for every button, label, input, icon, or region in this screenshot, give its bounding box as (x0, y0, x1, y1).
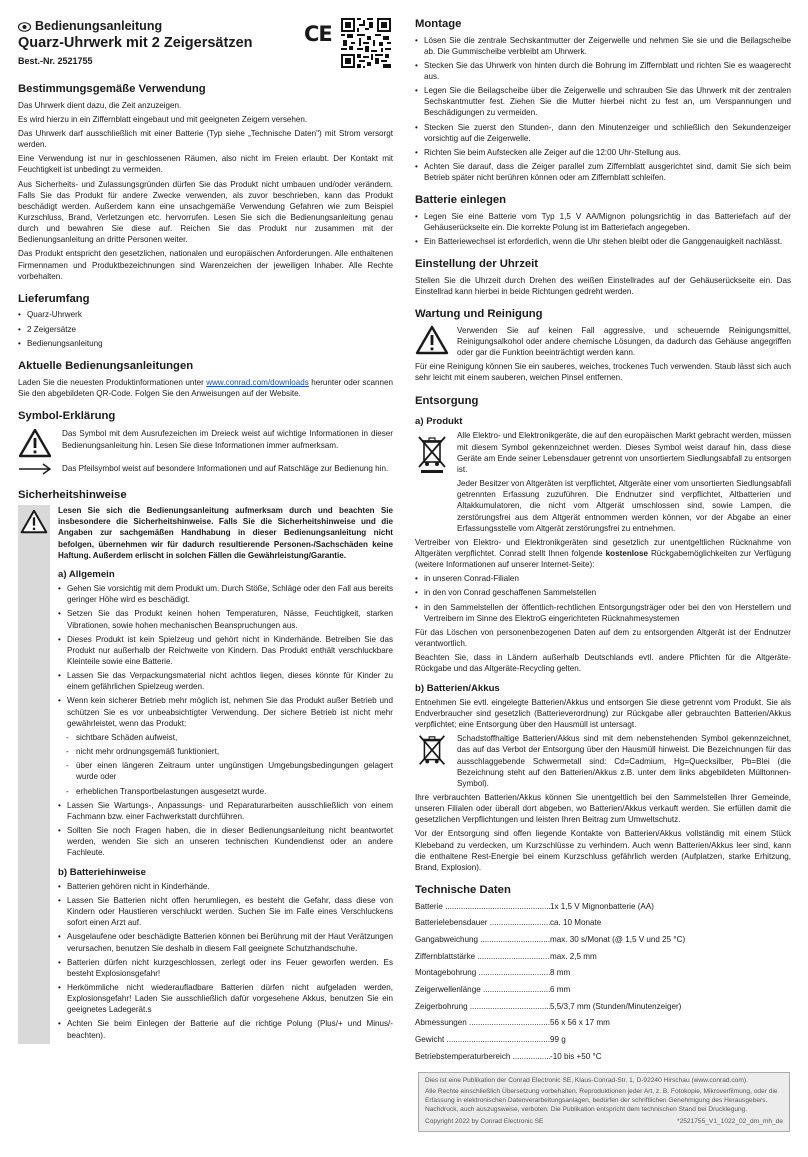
list-item: • Gehen Sie vorsichtig mit dem Produkt um. Durch Stöße, Schläge oder den Fall aus bereits geringer Höhe wird es beschädigt. (58, 583, 393, 605)
list-item: • Batterien gehören nicht in Kinderhände. (58, 881, 393, 892)
list-item: • Lösen Sie die zentrale Sechskantmutter der Zeigerwelle und nehmen Sie sie und die Beilagscheibe ab. Die Gummischeibe verbleibt am Uhrwerk. (415, 35, 791, 57)
list-item: - erheblichen Transportbelastungen ausgesetzt wurde. (58, 786, 393, 797)
list-item: • Legen Sie eine Batterie vom Typ 1,5 V AA/Mignon polungsrichtig in das Batteriefach auf der Gehäuserückseite ein. Die korrekte Polung ist im Batteriefach angegeben. (415, 211, 791, 233)
paragraph: Das Uhrwerk dient dazu, die Zeit anzuzeigen. (18, 100, 182, 110)
footer-line: Dies ist eine Publikation der Conrad Electronic SE, Klaus-Conrad-Str. 1, D-92240 Hirschau (www.conrad.com). (425, 1077, 748, 1084)
list-item: - über einen längeren Zeitraum unter ungünstigen Umgebungsbedingungen gelagert wurde oder (58, 760, 393, 782)
tech-table (415, 901, 791, 1062)
paragraph: Es wird hierzu in ein Ziffernblatt eingebaut und mit geeigneten Zeigern versehen. (18, 114, 308, 124)
paragraph: Ihre verbrauchten Batterien/Akkus können Sie unentgeltlich bei den Sammelstellen Ihrer Gemeinde, unseren Filialen oder überall dort abgeben, wo Batterien/Akkus verkauft werden. Sie erfüllen damit die gesetzlichen Verpflichtungen und leisten Ihren Beitrag zum Umweltschutz. (415, 793, 791, 825)
order-number: Best.-Nr. 2521755 (18, 55, 93, 66)
paragraph: Stellen Sie die Uhrzeit durch Drehen des weißen Einstellrades auf der Gehäuserückseite ein. Das Einstellrad kann hierbei in beide Richtungen gedreht werden. (415, 275, 791, 297)
safety-box (18, 505, 393, 1044)
table-row: Zeigerbohrung ..... 5,5/3,7 mm (Stunden/Minutenzeiger) (415, 1001, 791, 1012)
left-column (18, 18, 393, 1044)
warning-triangle-icon (415, 325, 449, 355)
paragraph: Alle Elektro- und Elektronikgeräte, die auf den europäischen Markt gebracht werden, müssen mit diesem Symbol gekennzeichnet werden. Dieses Symbol weist darauf hin, dass diese Geräte am Ende seiner Lebensdauer getrennt von unsortiertem Siedlungsabfall zu entsorgen ist. (457, 431, 791, 474)
table-row: Betriebstemperaturbereich ..... -10 bis +50 °C (415, 1051, 791, 1062)
publication-footer (418, 1072, 790, 1132)
copyright: Copyright 2022 by Conrad Electronic SE (425, 1117, 544, 1125)
list-item: • 2 Zeigersätze (18, 324, 393, 335)
lieferumfang-list (18, 309, 393, 348)
safety-side-bar (18, 505, 50, 1044)
list-item: • Ein Batteriewechsel ist erforderlich, wenn die Uhr stehen bleibt oder die Ganggenauigkeit nachlässt. (415, 236, 791, 247)
list-item: • Achten Sie beim Einlegen der Batterie auf die richtige Polung (Plus/+ und Minus/- beachten). (58, 1018, 393, 1040)
eye-icon (18, 22, 31, 32)
table-row: Abmessungen ..... 56 x 56 x 17 mm (415, 1017, 791, 1028)
paragraph: Das Uhrwerk darf ausschließlich mit einer Batterie (Typ siehe „Technische Daten") mit Strom versorgt werden. (18, 128, 393, 150)
paragraph: Das Pfeilsymbol weist auf besondere Informationen und auf Ratschläge zur Bedienung hin. (62, 464, 389, 474)
doc-type: Bedienungsanleitung (35, 19, 163, 33)
section-heading-wartung: Wartung und Reinigung (415, 308, 543, 321)
paragraph: Das Produkt entspricht den gesetzlichen, nationalen und europäischen Anforderungen. Alle enthaltenen Firmennamen und Produktbezeichnungen sind Warenzeichen der jeweiligen Inhaber. Alle Rechte vorbehalten. (18, 249, 393, 281)
section-heading-bestimmung: Bestimmungsgemäße Verwendung (18, 83, 206, 96)
allgemein-list (58, 583, 393, 729)
list-item: • Bedienungsanleitung (18, 338, 393, 349)
list-item: • Herkömmliche nicht wiederaufladbare Batterien dürfen nicht aufgeladen werden, Explosionsgefahr! Laden Sie ausschließlich dafür vorgesehene Akkus, benutzen Sie ein geeignetes Ladegerät.s (58, 982, 393, 1015)
paragraph: Beachten Sie, dass in Ländern außerhalb Deutschlands evtl. andere Pflichten für die Altgeräte-Rückgabe und das Altgeräte-Recycling gelten. (415, 653, 791, 674)
ce-mark: CE (304, 22, 332, 46)
table-row: Batterielebensdauer ..... ca. 10 Monate (415, 917, 791, 928)
section-heading-symbol: Symbol-Erklärung (18, 409, 116, 422)
battery-bin-row (415, 733, 791, 792)
paragraph: Entnehmen Sie evtl. eingelegte Batterien/Akkus und entsorgen Sie diese getrennt vom Produkt. Sie als Endverbraucher sind gesetzlich (Batterieverordnung) zur Rückgabe aller gebrauchten Batterien/Akkus verpflichtet; eine Entsorgung über den Hausmüll ist untersagt. (415, 697, 791, 730)
paragraph: Das Symbol mit dem Ausrufezeichen im Dreieck weist auf wichtige Informationen in dieser Bedienungsanleitung hin. Lesen Sie diese Informationen immer aufmerksam. (62, 429, 393, 450)
list-item: • Legen Sie die Beilagscheibe über die Zeigerwelle und schrauben Sie das Uhrwerk mit der zentralen Sechskantmutter fest. Ziehen Sie die Mutter hierbei nicht zu fest an, um Verspannungen und Beschädigungen zu vermeiden. (415, 85, 791, 118)
list-item: • Dieses Produkt ist kein Spielzeug und gehört nicht in Kinderhände. Betreiben Sie das Produkt nur außerhalb der Reichweite von Kindern. Das Produkt enthält verschluckbare Kleinteile sowie eine Batterie. (58, 634, 393, 667)
section-heading-tech: Technische Daten (415, 884, 511, 897)
list-item: • Stecken Sie zuerst den Stunden-, dann den Minutenzeiger und schließlich den Sekundenzeiger vorsichtig auf die Zeigerwelle. (415, 122, 791, 144)
list-item: • Lassen Sie Wartungs-, Anpassungs- und Reparaturarbeiten ausschließlich von einem Fachmann bzw. einer Fachwerkstatt durchführen. (58, 800, 393, 822)
weee-row (415, 430, 791, 536)
symbol-warning-row (18, 428, 393, 458)
paragraph: Vertreiber von Elektro- und Elektronikgeräten sind gesetzlich zur unentgeltlichen Rücknahme von Altgeräten verpflichtet. Conrad stellt Ihnen folgende kostenlose Rückgabemöglichkeiten zur Verfügung (weitere Informationen auf unserer Internet-Seite): (415, 537, 791, 570)
header (18, 18, 393, 67)
list-item: • Richten Sie beim Aufstecken alle Zeiger auf die 12:00 Uhr-Stellung aus. (415, 147, 791, 158)
list-item: • Setzen Sie das Produkt keinen hohen Temperaturen, Nässe, Feuchtigkeit, starken Vibrationen, sowie hohen mechanischen Beanspruchungen aus. (58, 608, 393, 630)
batterie-list (58, 881, 393, 1041)
paragraph: Für eine Reinigung können Sie ein sauberes, weiches, trockenes Tuch verwenden. Staub lässt sich auch sehr leicht mit einem sauberen, weichen Pinsel entfernen. (415, 362, 791, 383)
section-heading-aktuelle: Aktuelle Bedienungsanleitungen (18, 359, 194, 372)
allgemein-list-2 (58, 800, 393, 859)
list-item: • Lassen Sie das Verpackungsmaterial nicht achtlos liegen, dieses könnte für Kinder zu einem gefährlichen Spielzeug werden. (58, 670, 393, 692)
section-heading-entsorgung: Entsorgung (415, 394, 479, 407)
section-heading-lieferumfang: Lieferumfang (18, 292, 90, 305)
arrow-right-icon (18, 463, 52, 475)
list-item: • Achten Sie darauf, dass die Zeiger parallel zum Ziffernblatt ausgerichtet sind, damit Sie sich beim Betrieb später nicht berühren können oder am Ziffernblatt schleifen. (415, 161, 791, 183)
subheading-batterie: b) Batteriehinweise (58, 866, 146, 878)
section-heading-montage: Montage (415, 18, 462, 30)
paragraph: Schadstoffhaltige Batterien/Akkus sind mit dem nebenstehenden Symbol gekennzeichnet, das auf das Verbot der Entsorgung über den Hausmüll hinweist. Die Bezeichnungen für das ausschlaggebende Schwermetall sind: Cd=Cadmium, Hg=Quecksilber, Pb=Blei (die Bezeichnung steht auf den Batterien/Akkus z.B. unter dem links abgebildeten Mülltonnen-Symbol). (457, 734, 791, 788)
wartung-warning-row (415, 325, 791, 361)
list-item: • in den Sammelstellen der öffentlich-rechtlichen Entsorgungsträger oder bei den von Herstellern und Vertreibern im Sinne des ElektroG eingerichteten Rücknahmesystemen (415, 602, 791, 624)
list-item: • Lassen Sie Batterien nicht offen herumliegen, es besteht die Gefahr, dass diese von Kindern oder Haustieren verschluckt werden. Suchen Sie im Falle eines Verschluckens sofort einen Arzt auf. (58, 895, 393, 928)
batterie-einlegen-list (415, 211, 791, 247)
list-item: • Sollten Sie noch Fragen haben, die in dieser Bedienungsanleitung nicht beantwortet werden, wenden Sie sich an unseren technischen Kundendienst oder an andere Fachleute. (58, 825, 393, 858)
safety-content (58, 505, 393, 1044)
list-item: • Quarz-Uhrwerk (18, 309, 393, 320)
warning-triangle-icon (18, 428, 52, 458)
qr-code-icon (341, 18, 391, 68)
paragraph: Vor der Entsorgung sind offen liegende Kontakte von Batterien/Akkus vollständig mit einem Stück Klebeband zu verdecken, um Kurzschlüsse zu verhindern. Auch wenn Batterien/Akkus leer sind, kann die enthaltene Rest-Energie bei einem Kurzschluss gefährlich werden (Aufplatzen, starke Erhitzung, Brand, Explosion). (415, 829, 791, 872)
table-row: Zeigerwellenlänge ..... 6 mm (415, 984, 791, 995)
list-item: • in den von Conrad geschaffenen Sammelstellen (415, 587, 791, 598)
table-row: Montagebohrung ..... 8 mm (415, 967, 791, 978)
downloads-link[interactable]: www.conrad.com/downloads (206, 377, 309, 387)
table-row: Ziffernblattstärke ..... max. 2,5 mm (415, 951, 791, 962)
list-item: - nicht mehr ordnungsgemäß funktioniert, (58, 746, 393, 757)
paragraph: Für das Löschen von personenbezogenen Daten auf dem zu entsorgenden Altgerät ist der Endnutzer verantwortlich. (415, 627, 791, 649)
crossed-bin-icon (415, 733, 449, 771)
doc-type-line (18, 18, 393, 35)
list-item: • Batterien dürfen nicht kurzgeschlossen, zerlegt oder ins Feuer geworfen werden. Es besteht Explosionsgefahr! (58, 957, 393, 979)
list-item: • in unseren Conrad-Filialen (415, 573, 791, 584)
footer-line: Alle Rechte einschließlich Übersetzung vorbehalten. Reproduktionen jeder Art, z. B. Fotokopie, Mikroverfilmung, oder die Erfassung in elektronischen Datenverarbeitungsanlagen, bedürfen der schriftlichen Genehmigung des Herausgebers. Nachdruck, auch auszugsweise, verboten. Die Publikation entspricht dem technischen Stand bei Drucklegung. (425, 1087, 778, 1113)
paragraph: Eine Verwendung ist nur in geschlossenen Räumen, also nicht im Freien erlaubt. Der Kontakt mit Feuchtigkeit ist unbedingt zu vermeiden. (18, 154, 393, 175)
right-column (415, 18, 791, 1067)
doc-code: *2521755_V1_1022_02_dm_mh_de (677, 1117, 783, 1125)
subheading-akkus: b) Batterien/Akkus (415, 682, 500, 694)
warning-triangle-icon (20, 509, 48, 534)
list-item: • Stecken Sie das Uhrwerk von hinten durch die Bohrung im Ziffernblatt und richten Sie es waagerecht aus. (415, 60, 791, 82)
section-heading-sicherheit: Sicherheitshinweise (18, 488, 127, 501)
symbol-arrow-row (18, 463, 393, 477)
list-item: • Ausgelaufene oder beschädigte Batterien können bei Berührung mit der Haut Verätzungen verursachen, benutzen Sie deshalb in diesem Fall geeignete Schutzhandschuhe. (58, 931, 393, 953)
subheading-produkt: a) Produkt (415, 416, 463, 428)
subheading-allgemein: a) Allgemein (58, 568, 115, 580)
section-heading-einstellung: Einstellung der Uhrzeit (415, 258, 539, 271)
safety-intro: Lesen Sie sich die Bedienungsanleitung aufmerksam durch und beachten Sie insbesondere die Sicherheitshinweise. Falls Sie die Sicherheitshinweise und die Angaben zur sachgemäßen Handhabung in dieser Bedienungsanleitung nicht befolgen, übernehmen wir für dadurch resultierende Personen-/Sachschäden keine Haftung. Außerdem erlischt in solchen Fällen die Gewährleistung/Garantie. (58, 506, 393, 560)
paragraph: Verwenden Sie auf keinen Fall aggressive, und scheuernde Reinigungsmittel, Reinigungsalkohol oder andere chemische Lösungen, da dadurch das Gehäuse angegriffen oder gar die Funktion beeinträchtigt werden kann. (457, 325, 791, 358)
table-row: Gangabweichung ..... max. 30 s/Monat (@ 1,5 V und 25 °C) (415, 934, 791, 945)
table-row: Gewicht ..... 99 g (415, 1034, 791, 1045)
list-item: • Wenn kein sicherer Betrieb mehr möglich ist, nehmen Sie das Produkt außer Betrieb und schützen Sie es vor unbeabsichtigter Verwendung. Der sichere Betrieb ist nicht mehr gewährleistet, wenn das Produkt: (58, 695, 393, 728)
allgemein-sub-list (58, 732, 393, 797)
paragraph: Laden Sie die neuesten Produktinformationen unter www.conrad.com/downloads herunter oder scannen Sie den abgebildeten QR-Code. Folgen Sie den Anweisungen auf der Website. (18, 377, 393, 398)
paragraph: Jeder Besitzer von Altgeräten ist verpflichtet, Altgeräte einer vom unsortierten Siedlungsabfall getrennten Erfassung zuzuführen. Die Endnutzer sind verpflichtet, Altbatterien und Altakkumulatoren, die nicht vom Altgerät umschlossen sind, sowie Lampen, die zerstörungsfrei aus dem Altgerät entnommen werden können, vor der Abgabe an einer Erfassungsstelle vom Altgerät zerstörungsfrei zu entnehmen. (457, 479, 791, 533)
table-row: Batterie ..... 1x 1,5 V Mignonbatterie (AA) (415, 901, 791, 912)
section-heading-batterie-einlegen: Batterie einlegen (415, 194, 507, 207)
page-title: Quarz-Uhrwerk mit 2 Zeigersätzen (18, 35, 253, 52)
montage-list (415, 35, 791, 184)
rueckgabe-list (415, 573, 791, 624)
footer-bottom-row (425, 1118, 783, 1127)
crossed-bin-icon (415, 434, 449, 474)
paragraph: Aus Sicherheits- und Zulassungsgründen dürfen Sie das Produkt nicht umbauen und/oder verändern. Falls Sie das Produkt für andere Zwecke verwenden, als zuvor beschrieben, kann das Produkt beschädigt werden. Außerdem kann eine unsachgemäße Verwendung Gefahren wie zum Beispiel Kurzschluss, Brand, Verletzungen etc. hervorrufen. Lesen Sie sich die Bedienungsanleitung genau durch und bewahren Sie diese auf. Reichen Sie das Produkt nur zusammen mit der Bedienungsanleitung an dritte Personen weiter. (18, 179, 393, 245)
list-item: - sichtbare Schäden aufweist, (58, 732, 393, 743)
weee-text (457, 430, 791, 536)
